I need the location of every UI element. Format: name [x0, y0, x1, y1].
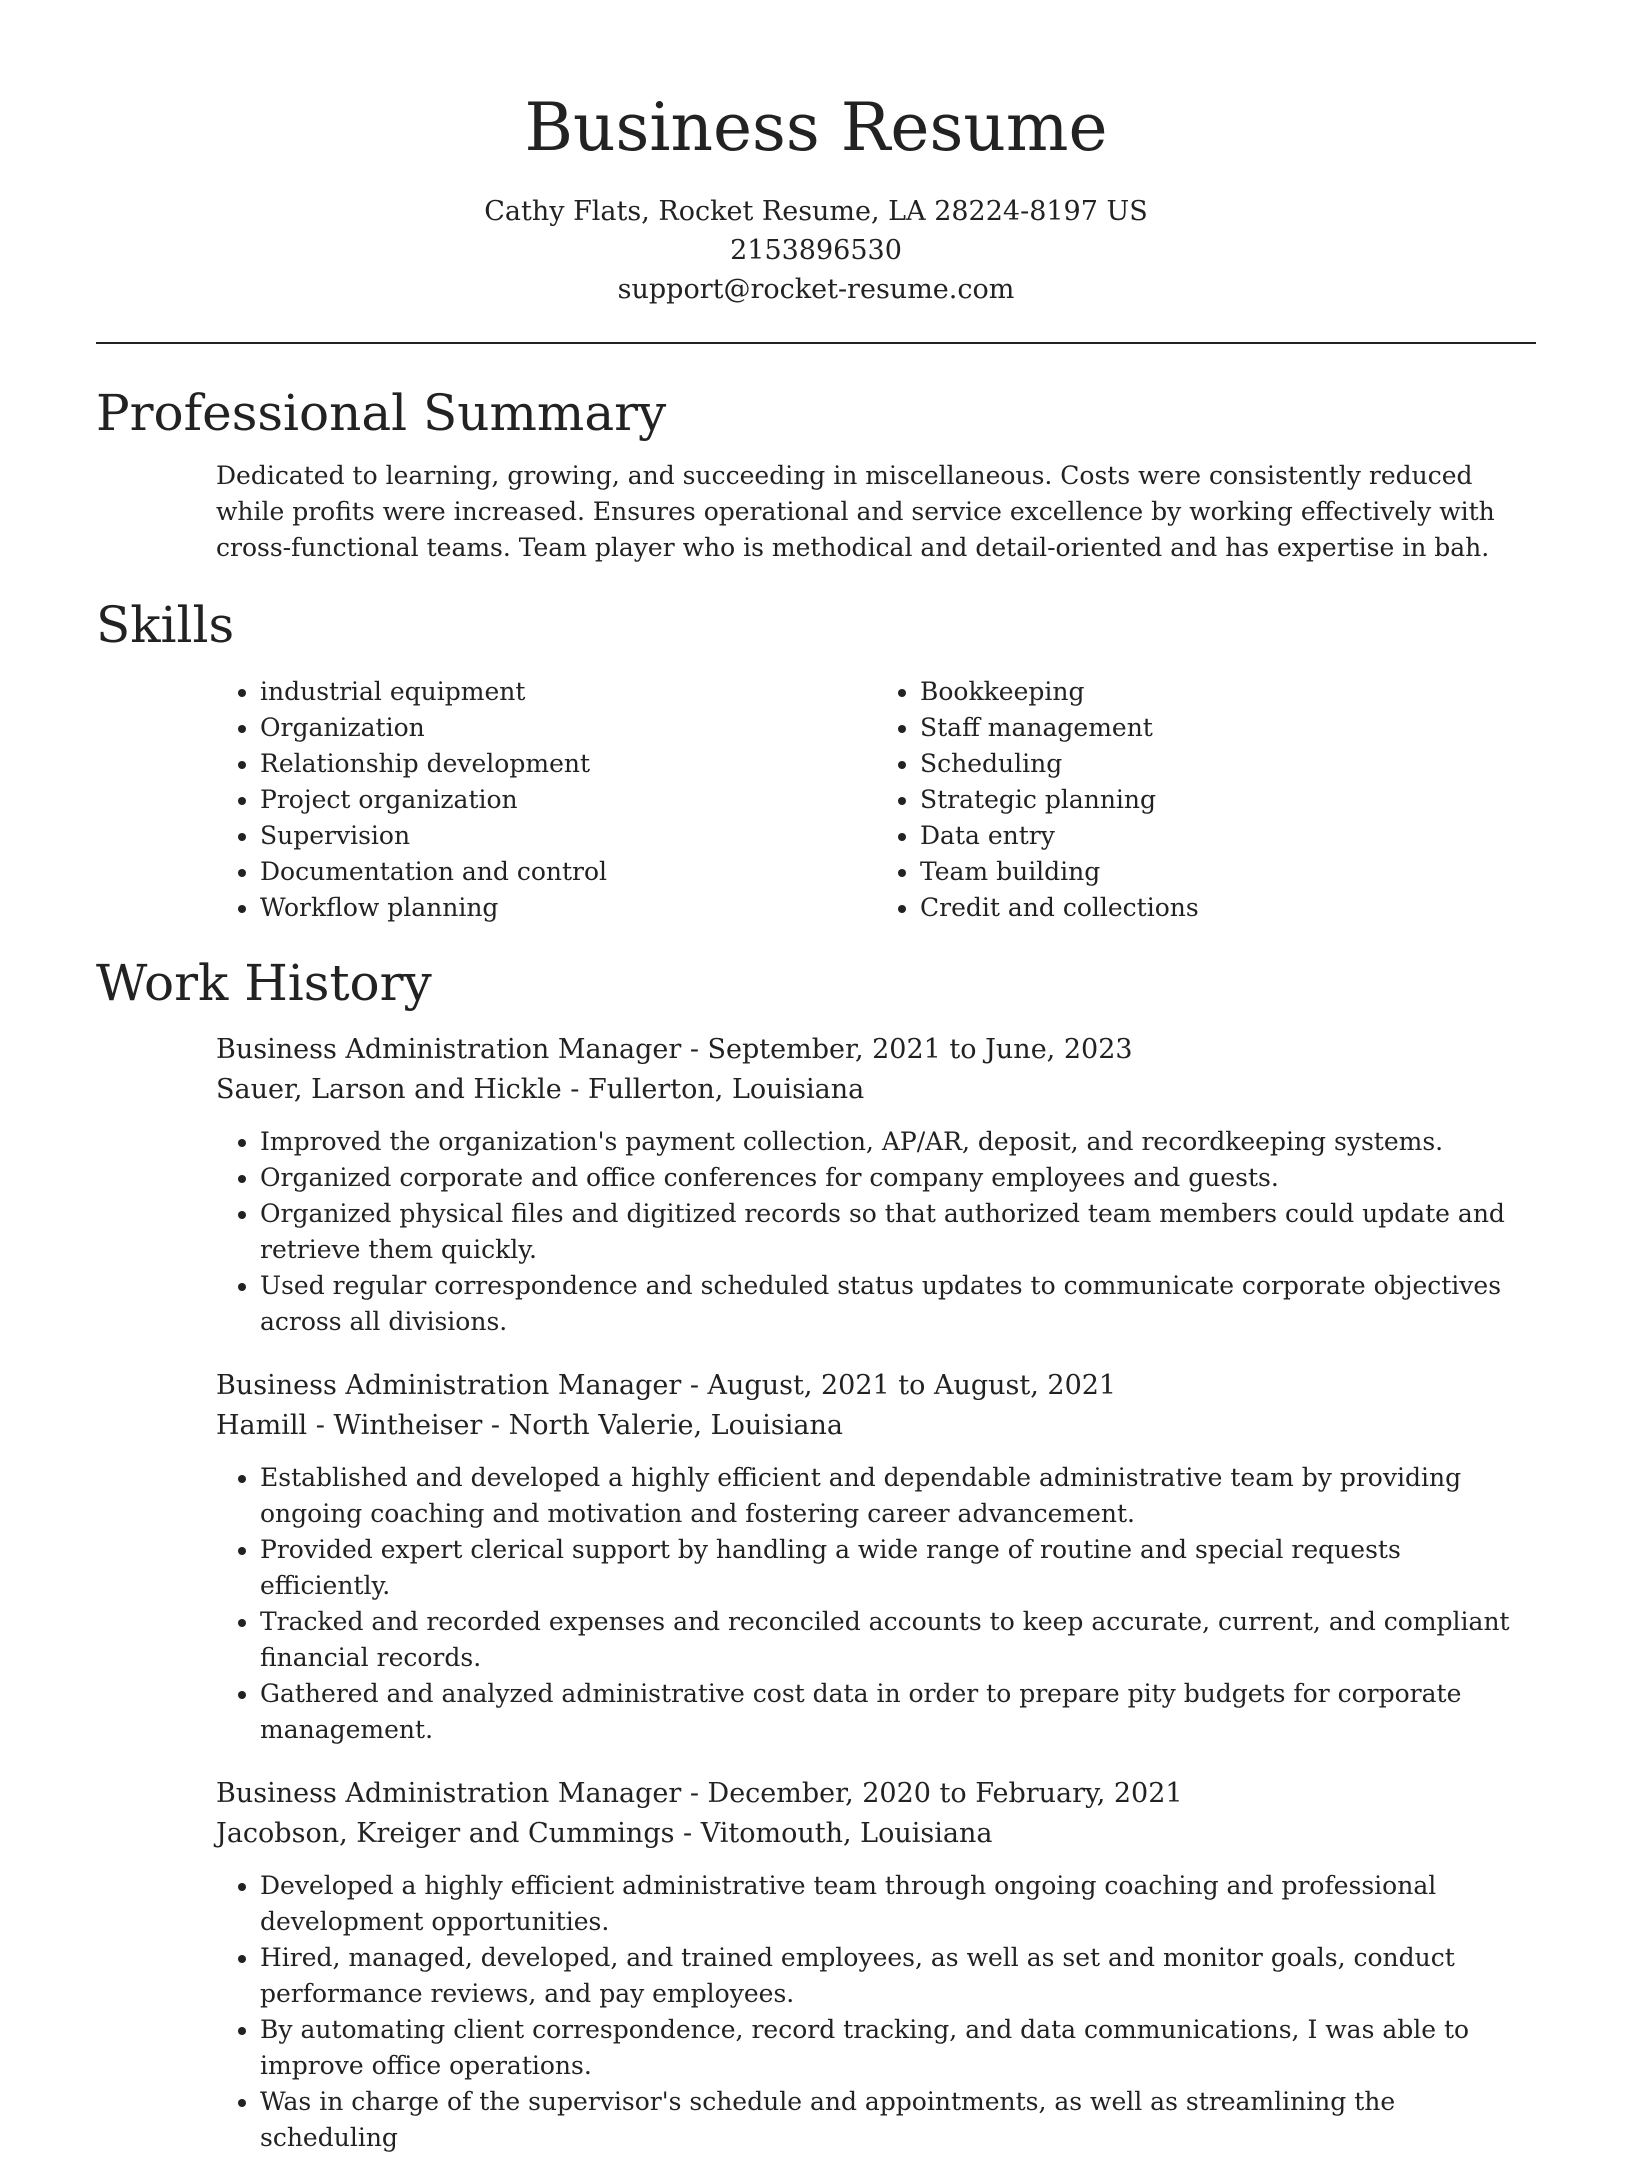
skill-item: • Supervision [260, 818, 876, 854]
summary-section [96, 376, 1536, 566]
work-heading: Work History [96, 954, 432, 1012]
skills-right-list [876, 674, 1536, 926]
job-title-line: Business Administration Manager - December, 2020 to February, 2021 [216, 1778, 1183, 1809]
job-bullets [216, 1460, 1536, 1748]
job-location: North Valerie, Louisiana [508, 1410, 843, 1441]
job-bullet: • By automating client correspondence, record tracking, and data communications, I was able to improve office operations. [260, 2012, 1536, 2084]
job-location: Vitomouth, Louisiana [700, 1818, 993, 1849]
skill-item: • Relationship development [260, 746, 876, 782]
skill-item: • Scheduling [920, 746, 1536, 782]
job-company: Jacobson, Kreiger and Cummings [216, 1818, 675, 1849]
job-bullet: • Tracked and recorded expenses and reconciled accounts to keep accurate, current, and compliant financial records. [260, 1604, 1536, 1676]
job-bullet: • Organized physical files and digitized records so that authorized team members could update and retrieve them quickly. [260, 1196, 1536, 1268]
job-bullet: • Used regular correspondence and scheduled status updates to communicate corporate objectives across all divisions. [260, 1268, 1536, 1340]
job-role: Business Administration Manager [216, 1034, 682, 1065]
resume-body [96, 376, 1536, 2182]
skill-item: • Organization [260, 710, 876, 746]
job-company-line: Jacobson, Kreiger and Cummings - Vitomouth, Louisiana [216, 1818, 993, 1849]
resume-header [96, 84, 1536, 309]
job-role: Business Administration Manager [216, 1778, 682, 1809]
work-section [96, 946, 1536, 2156]
job-dates: August, 2021 to August, 2021 [707, 1370, 1117, 1401]
job-entry [96, 1030, 1536, 1340]
job-entry [96, 1774, 1536, 2156]
job-bullet: • Hired, managed, developed, and trained employees, as well as set and monitor goals, conduct performance reviews, and pay employees. [260, 1940, 1536, 2012]
skill-item: • industrial equipment [260, 674, 876, 710]
summary-text: Dedicated to learning, growing, and succeeding in miscellaneous. Costs were consistently reduced while profits were increased. Ensures operational and service excellence by working effectively with cross-functional teams. Team player who is methodical and detail-oriented and has expertise in bah. [216, 461, 1495, 562]
header-divider [96, 342, 1536, 344]
job-role: Business Administration Manager [216, 1370, 682, 1401]
job-bullet: • Organized corporate and office conferences for company employees and guests. [260, 1160, 1536, 1196]
skills-left-list [216, 674, 876, 926]
skill-item: • Credit and collections [920, 890, 1536, 926]
job-bullet: • Improved the organization's payment collection, AP/AR, deposit, and recordkeeping systems. [260, 1124, 1536, 1160]
job-company: Hamill - Wintheiser [216, 1410, 483, 1441]
skill-item: • Bookkeeping [920, 674, 1536, 710]
job-bullet: • Gathered and analyzed administrative cost data in order to prepare pity budgets for corporate management. [260, 1676, 1536, 1748]
job-location: Fullerton, Louisiana [588, 1074, 865, 1105]
email: support@rocket-resume.com [617, 274, 1015, 305]
skills-heading: Skills [96, 596, 235, 654]
job-company-line: Hamill - Wintheiser - North Valerie, Louisiana [216, 1410, 843, 1441]
phone: 2153896530 [730, 235, 902, 266]
job-bullet: • Was in charge of the supervisor's schedule and appointments, as well as streamlining the scheduling [260, 2084, 1536, 2156]
skill-item: • Staff management [920, 710, 1536, 746]
job-title-line: Business Administration Manager - August, 2021 to August, 2021 [216, 1370, 1117, 1401]
job-bullet: • Developed a highly efficient administrative team through ongoing coaching and professional development opportunities. [260, 1868, 1536, 1940]
skills-section [96, 588, 1536, 926]
skill-item: • Documentation and control [260, 854, 876, 890]
job-bullet: • Established and developed a highly efficient and dependable administrative team by providing ongoing coaching and motivation and fostering career advancement. [260, 1460, 1536, 1532]
contact-block [96, 192, 1536, 309]
job-bullets [216, 1868, 1536, 2156]
job-bullet: • Provided expert clerical support by handling a wide range of routine and special requests efficiently. [260, 1532, 1536, 1604]
job-company: Sauer, Larson and Hickle [216, 1074, 562, 1105]
job-dates: December, 2020 to February, 2021 [707, 1778, 1183, 1809]
job-company-line: Sauer, Larson and Hickle - Fullerton, Louisiana [216, 1074, 865, 1105]
skill-item: • Strategic planning [920, 782, 1536, 818]
summary-heading: Professional Summary [96, 384, 667, 442]
skill-item: • Project organization [260, 782, 876, 818]
skill-item: • Data entry [920, 818, 1536, 854]
job-title-line: Business Administration Manager - September, 2021 to June, 2023 [216, 1034, 1133, 1065]
skills-columns [96, 674, 1536, 926]
skill-item: • Workflow planning [260, 890, 876, 926]
job-bullets [216, 1124, 1536, 1340]
address: Cathy Flats, Rocket Resume, LA 28224-8197 US [484, 196, 1148, 227]
resume-title: Business Resume [524, 89, 1108, 166]
job-dates: September, 2021 to June, 2023 [707, 1034, 1133, 1065]
job-entry [96, 1366, 1536, 1748]
skill-item: • Team building [920, 854, 1536, 890]
